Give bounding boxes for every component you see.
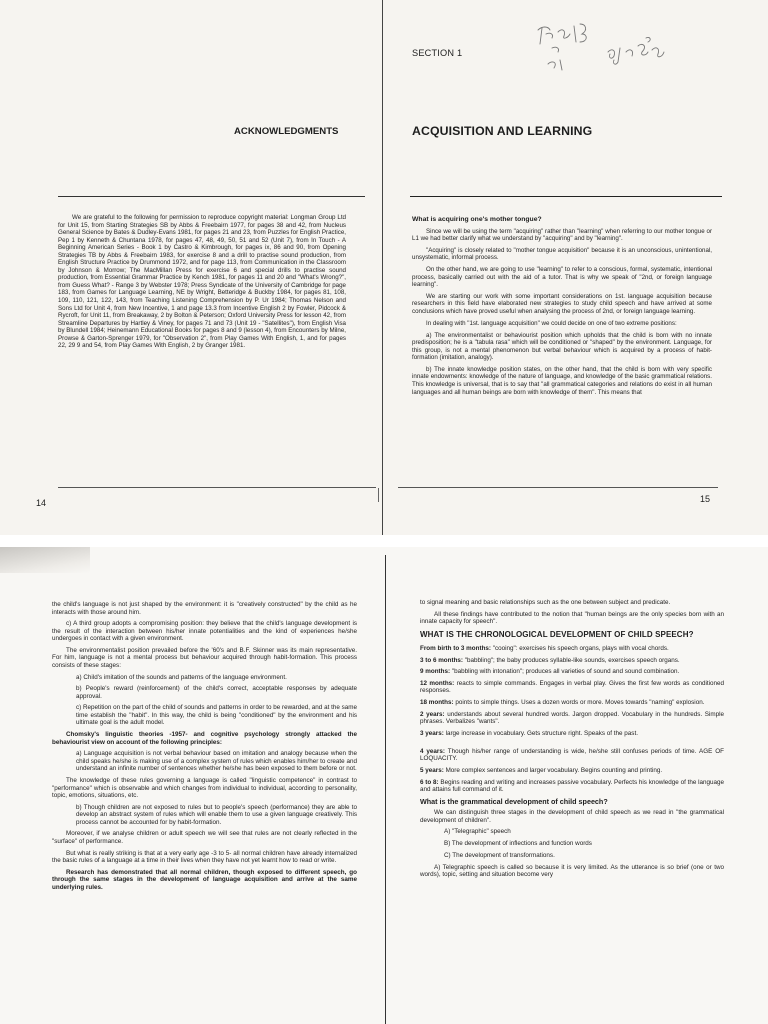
age-label: 18 months: xyxy=(420,699,454,707)
paragraph: We are starting our work with some important considerations on 1st. language acquisition because researchers in this field have elaborated new strategies to study child speech and have arrived at some conclusions which have proved useful when analysing the process of 2nd, or foreign language learning. xyxy=(412,292,712,316)
stage-item: B) The development of inflections and function words xyxy=(444,840,592,848)
paragraph: The environmentalist position prevailed before the '60's and B.F. Skinner was its main representative. For him, language is not a mental process but behaviour acquired through habit-formation. This process consists of these stages: xyxy=(52,646,357,669)
age-entry xyxy=(420,668,724,676)
acknowledgments-text: We are grateful to the following for permission to reproduce copyright material: Longman Group Ltd for Unit 15, from Starting Strategies SB by Abbs & Freebairn 1977, for pages 38 and 42, from Nucleus General Science by Bates & Dudley-Evans 1981, for pages 21 and 23, from Puzzles for English Practice, Pep 1 by Kenneth & Chuntana 1978, for pages 47, 48, 49, 50, 51 and 52 (Unit 7), from In Touch - A Beginning American Series - Book 1 by Castro & Kimbrough, for pages ix, 86 and 90, from Opening Strategies TB by Abbs & Freebairn 1983, for exercise 8 and a drill to practise sound production, from English Structure Practice by Drummond 1972, and for page 113, from Communication in the Classroom by Johnson & Morrow; The MacMillan Press for exercise 6 and special drills to practise sound production, from Essential Grammar Practice by Kench 1981, for pages 11 and 20 and "What's Wrong?", from Guess What? - Range 3 by Webster 1978; Press Syndicate of the University of Cambridge for page 183, from Games for Language Learning, NE by Wright, Betteridge & Buckby 1984, for pages 81, 108, 109, 110, 121, 122, 143, from Teaching Listening Comprehension by P. Ur 1984; Thomas Nelson and Sons Ltd for Unit 4, from New Incentive, 1 and page 13.3 from Incentive English 2 by Fowler, Pidcock & Rycroft, for Unit 11, from Breakaway, 2 by Bolton & Peterson; Oxford University Press for lesson 42, from Streamline Departures by Hartley & Viney, for pages 71 and 73 (Unit 19 - "Satellites"), from English Visa by Blundell 1984; Heinemann Educational Books for pages 8 and 9 (lesson 4), from Encounters by Milne, Prowse & Garton-Sprenger 1979, for "Observation 2", from Play Games With English, 1, and for pages 22, 29 9 and 54, from Play Games With English, 2 by Granger 1981. xyxy=(58,214,346,350)
right-page-column xyxy=(412,216,712,400)
age-entry xyxy=(420,711,724,726)
age-label: 5 years: xyxy=(420,766,444,774)
paragraph: We can distinguish three stages in the development of child speech as we read in "the grammatical development of children". xyxy=(420,809,724,824)
age-label: 12 months: xyxy=(420,679,455,687)
age-label: From birth to 3 months: xyxy=(420,644,492,652)
sheet-separator xyxy=(0,535,768,547)
paragraph: c) Repetition on the part of the child of sounds and patterns in order to be rewarded, and at the same time establish the "habit". In this way, the child is being "conditioned" by the environment and his ultimate goal is the adult model. xyxy=(76,704,357,727)
paragraph: A) Telegraphic speech is called so because it is very limited. As the utterance is so brief (one or two words), topic, setting and situation become very xyxy=(420,863,724,878)
stage-item: C) The development of transformations. xyxy=(444,851,555,859)
paragraph: b) People's reward (reinforcement) of the child's correct, acceptable responses by adequate approval. xyxy=(76,685,357,700)
bottom-left-column xyxy=(52,601,357,895)
left-page-rule-bottom xyxy=(58,487,376,488)
acknowledgments-body xyxy=(58,214,346,354)
age-entry xyxy=(420,730,724,738)
age-entry xyxy=(420,657,724,665)
grammar-subheading: What is the grammatical development of child speech? xyxy=(420,796,608,806)
bottom-spine-line xyxy=(385,555,386,1024)
acknowledgments-title: ACKNOWLEDGMENTS xyxy=(234,126,339,137)
paragraph: a) Child's imitation of the sounds and patterns of the language environment. xyxy=(76,673,287,681)
paragraph: Chomsky's linguistic theories -1957- and cognitive psychology strongly attacked the behaviourist view on account of the following principles: xyxy=(52,731,357,746)
age-text: Though his/her range of understanding is wide, he/she still confuses periods of time. AGE OF LOQUACITY. xyxy=(420,747,724,763)
paragraph: All these findings have contributed to the notion that "human beings are the only species born with an innate capacity for speech". xyxy=(420,610,724,626)
paragraph: a) The environmentalist or behaviourist position which upholds that the child is born with no innate predisposition; he is a "tabula rasa" which will be conditioned or "shaped" by the environment. Language, for this group, is not a mental phenomenon but verbal behaviour which is acquired by a process of habit-formation (imitation, analogy). xyxy=(412,331,712,362)
left-page-rule-top xyxy=(58,196,365,197)
bottom-page-spread xyxy=(0,547,768,1024)
age-text: More complex sentences and larger vocabulary. Begins counting and printing. xyxy=(445,766,663,774)
age-text: reacts to simple commands. Engages in verbal play. Gives the first few words as conditioned responses. xyxy=(420,679,725,695)
paragraph: "Acquiring" is closely related to "mother tongue acquisition" because it is an unconscious, unintentional, unsystematic, informal process. xyxy=(412,246,712,262)
age-text: "babbling"; the baby produces syllable-like sounds, exercises speech organs. xyxy=(464,656,680,664)
question-heading: What is acquiring one's mother tongue? xyxy=(412,216,542,223)
paragraph: b) The innate knowledge position states, on the other hand, that the child is born with very specific innate endowments: knowledge of the nature of language, and knowledge of the basic grammatical relations. This knowledge is universal, that is to say that "all grammatical categories and relations do exist in all human languages and all human beings are born with knowledge of them". This means that xyxy=(412,365,712,396)
paragraph: Research has demonstrated that all normal children, though exposed to different speech, go through the same stages in the development of language acquisition and arrive at the same underlying rules. xyxy=(52,868,357,891)
age-label: 4 years: xyxy=(420,747,445,755)
page-number-right: 15 xyxy=(700,494,711,504)
age-text: "babbling with intonation"; produces all varieties of sound and sound combination. xyxy=(451,668,680,676)
top-spine-line xyxy=(382,0,383,535)
spine-tick xyxy=(378,488,379,502)
chronology-heading: WHAT IS THE CHRONOLOGICAL DEVELOPMENT OF CHILD SPEECH? xyxy=(420,629,694,639)
age-label: 3 to 6 months: xyxy=(420,656,464,664)
paragraph: Since we will be using the term "acquiring" rather than "learning" when referring to our mother tongue or L1 we had better clarify what we understand by "acquiring" and by "learning". xyxy=(412,227,712,243)
paragraph: Moreover, if we analyse children or adult speech we will see that rules are not clearly reflected in the "surface" of performance. xyxy=(52,830,357,845)
paragraph: b) Though children are not exposed to rules but to people's speech (performance) they are able to develop an abstract system of rules which will enable them to use a given language creatively. This process cannot be accounted for by habit-formation. xyxy=(76,803,357,826)
age-label: 6 to 8: xyxy=(420,778,439,786)
age-label: 3 years: xyxy=(420,730,444,737)
bottom-right-column xyxy=(420,599,724,883)
age-text: large increase in vocabulary. Gets structure right. Speaks of the past. xyxy=(445,730,638,737)
age-entry xyxy=(420,779,724,794)
age-text: points to simple things. Uses a dozen words or more. Moves towards "naming" explosion. xyxy=(455,699,705,707)
paragraph: c) A third group adopts a compromising position: they believe that the child's language development is the result of the interaction between his/her innate potentialities and the kind of experiences he/she undergoes in contact with a given environment. xyxy=(52,620,357,643)
chapter-title: ACQUISITION AND LEARNING xyxy=(412,124,593,138)
age-text: understands about several hundred words. Jargon dropped. Vocabulary in the hundreds. Simple phrases. Verbalizes "wants". xyxy=(420,710,725,726)
age-text: "cooing": exercises his speech organs, plays with vocal chords. xyxy=(492,644,669,652)
age-entry xyxy=(420,645,724,653)
section-label: SECTION 1 xyxy=(412,48,463,58)
age-entry xyxy=(420,767,724,775)
paragraph: In dealing with "1st. language acquisition" we could decide on one of two extreme positions: xyxy=(426,319,677,327)
age-entry xyxy=(420,748,724,763)
right-page-rule-top xyxy=(410,196,722,197)
paragraph: The knowledge of these rules governing a language is called "linguistic competence" in contrast to "performance" which is observable and which changes from individual to individual, according to personality, topic, emotions, situations, etc. xyxy=(52,777,357,799)
handwritten-annotation xyxy=(530,12,710,82)
right-page-rule-bottom xyxy=(398,487,718,488)
corner-shadow xyxy=(0,547,90,573)
age-entry xyxy=(420,680,724,695)
age-label: 2 years: xyxy=(420,710,445,718)
age-label: 9 months: xyxy=(420,668,451,676)
paragraph: On the other hand, we are going to use "learning" to refer to a conscious, formal, systematic, intentional process, basically carried out with the aid of a tutor. That is why we speak of "2nd, or foreign language learning". xyxy=(412,266,712,289)
age-text: Begins reading and writing and increases passive vocabulary. Perfects his knowledge of the language and attains full command of it. xyxy=(420,778,725,794)
paragraph: But what is really striking is that at a very early age -3 to 5- all normal children have already internalized the basic rules of a language at a time in their lives when they have not yet learnt how to read or write. xyxy=(52,849,357,865)
paragraph: to signal meaning and basic relationships such as the one between subject and predicate. xyxy=(420,599,671,606)
age-entry xyxy=(420,699,724,707)
paragraph: a) Language acquisition is not verbal behaviour based on imitation and analogy because when the child speaks he/she is making use of a complex system of rules which enables him/her to create and understand an infinite number of sentences whether he/she has been exposed to them before or not. xyxy=(76,750,357,773)
paragraph: the child's language is not just shaped by the environment: it is "creatively constructed" by the child as he interacts with those around him. xyxy=(52,601,357,616)
stage-item: A) "Telegraphic" speech xyxy=(444,828,511,836)
page-number-left: 14 xyxy=(36,498,47,508)
